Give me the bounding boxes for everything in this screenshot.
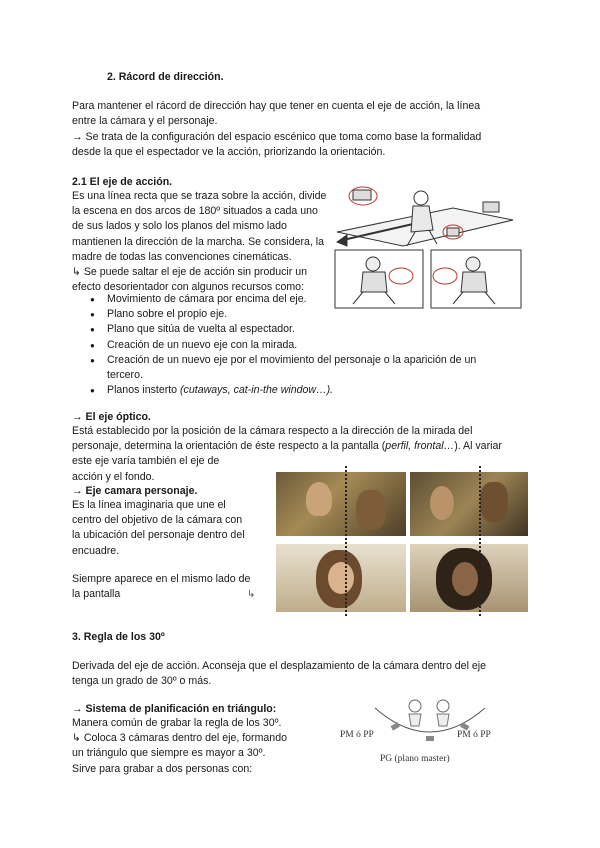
list-item: ● Creación de un nuevo eje con la mirada. (90, 338, 510, 353)
text-line: de sus lados y solo los planos del mismo lado (72, 220, 287, 233)
film-still-image (276, 472, 406, 536)
text-line: efecto desorientador con algunos recursos como: (72, 281, 305, 294)
film-still-image (410, 544, 528, 612)
text-line: un triángulo que siempre es mayor a 30º. (72, 747, 266, 760)
text-line: mantienen la dirección de la marcha. Se considera, la (72, 235, 325, 248)
text-span: personaje, determina la orientación de éste respecto a la pantalla ( (72, 440, 386, 453)
triangle-system-title: → Sistema de planificación en triángulo: (72, 703, 277, 715)
section-3-title: 3. Regla de los 30º (72, 631, 165, 643)
text-line: Manera común de grabar la regla de los 30º. (72, 717, 282, 729)
list-item: ● Movimiento de cámara por encima del eje. (90, 292, 510, 307)
text-line: la ubicación del personaje dentro del (72, 529, 245, 542)
text-line: ↳ Coloca 3 cámaras dentro del eje, formando (72, 732, 287, 745)
section-2-paragraph-1 (72, 99, 524, 129)
triangle-camera-diagram (365, 696, 495, 752)
list-item (90, 383, 510, 398)
list-item-italic: (cutaways, cat-in-the window…). (180, 384, 334, 397)
text-line: Es la línea imaginaria que une el (72, 499, 226, 511)
list-item: ● Plano sobre el propio eje. (90, 307, 510, 322)
text-line (72, 439, 524, 454)
optical-axis-title: → El eje óptico. (72, 411, 151, 423)
text-line: encuadre. (72, 544, 120, 557)
paragraph-line: entre la cámara y el personaje. (72, 115, 218, 128)
text-line: este eje varía también el eje de (72, 455, 220, 468)
text-line: Siempre aparece en el mismo lado de (72, 573, 251, 585)
paragraph-line: Para mantener el rácord de dirección hay que tener en cuenta el eje de acción, la línea (72, 100, 481, 112)
text-line: ↳ Se puede saltar el eje de acción sin producir un (72, 266, 308, 279)
text-line: la pantalla (72, 588, 121, 601)
section-2-paragraph-2 (72, 130, 524, 160)
text-line: Es una línea recta que se traza sobre la acción, divide (72, 190, 327, 202)
resources-bullet-list (90, 292, 510, 398)
text-line: acción y el fondo. (72, 470, 155, 483)
same-side-note (72, 572, 272, 602)
section-2-1-text (72, 189, 352, 295)
list-item-text: Creación de un nuevo eje por el movimiento del personaje o la aparición de un (107, 353, 477, 366)
list-item (90, 353, 510, 368)
paragraph-line: desde la que el espectador ve la acción, priorizando la orientación. (72, 146, 386, 159)
axis-dotted-line (345, 466, 347, 616)
list-item-continuation (90, 368, 510, 383)
triangle-system-text (72, 716, 312, 777)
section-2-1-title: 2.1 El eje de acción. (72, 176, 173, 188)
list-item: ● Plano que sitúa de vuelta al espectador. (90, 322, 510, 337)
text-line: la escena en dos arcos de 180º situados a cada uno (72, 205, 318, 218)
film-still-image (410, 472, 528, 536)
camera-character-axis-text (72, 498, 272, 559)
text-line: tenga un grado de 30º o más. (72, 675, 212, 688)
text-line: Está establecido por la posición de la cámara respecto a la dirección de la mirada del (72, 425, 473, 437)
text-italic: perfil, frontal… (385, 440, 455, 453)
film-still-image (276, 544, 406, 612)
list-item-text: tercero. (107, 369, 143, 382)
text-line: Sirve para grabar a dos personas con: (72, 762, 253, 775)
text-line: madre de todas las convenciones cinemáticas. (72, 250, 292, 263)
axis-dotted-line (479, 466, 481, 616)
text-span: ). Al variar (454, 440, 502, 453)
text-line: Derivada del eje de acción. Aconseja que el desplazamiento de la cámara dentro del eje (72, 660, 487, 672)
paragraph-line: → Se trata de la configuración del espacio escénico que toma como base la formalidad (72, 131, 482, 143)
note-arrow-icon: ↳ (247, 589, 256, 600)
camera-character-axis-title: → Eje camara personaje. (72, 485, 198, 497)
axis-of-action-illustration (333, 180, 525, 310)
diagram-label-bottom: PG (plano master) (380, 754, 450, 764)
section-2-title: 2. Rácord de dirección. (107, 71, 224, 83)
text-line: centro del objetivo de la cámara con (72, 514, 243, 527)
diagram-label-right: PM ó PP (457, 730, 491, 740)
section-3-text (72, 659, 524, 689)
list-item-text: Planos insterto (107, 384, 181, 397)
diagram-label-left: PM ó PP (340, 730, 374, 740)
